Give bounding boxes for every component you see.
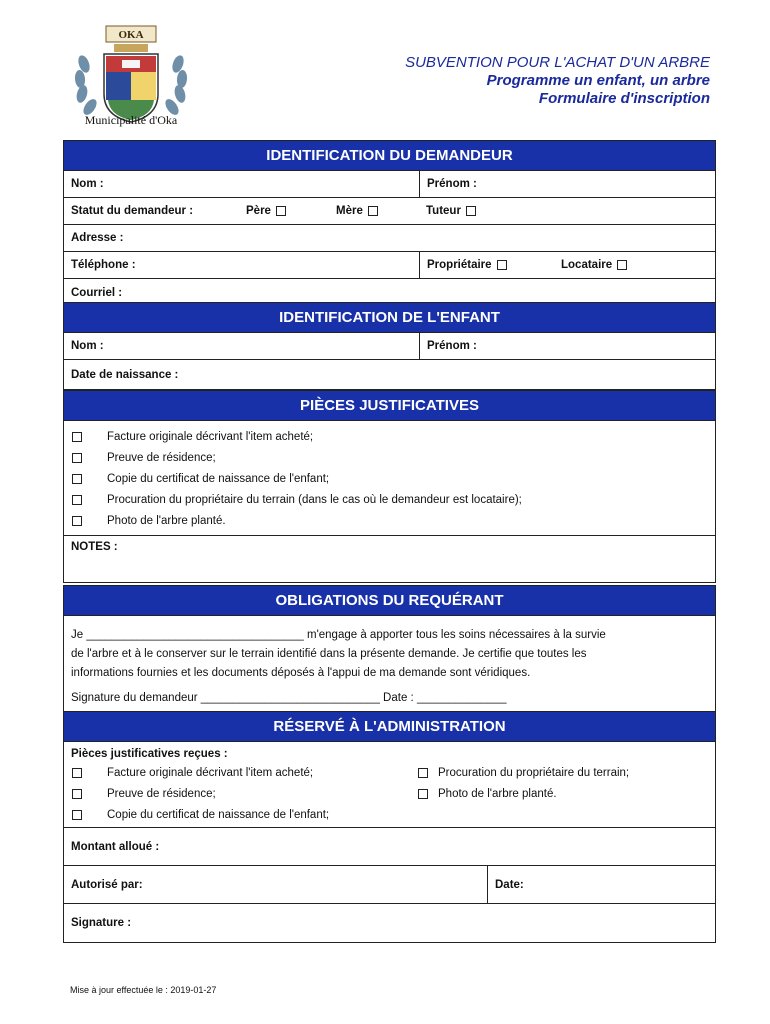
item-label: Facture originale décrivant l'item acheté; (107, 766, 314, 779)
label-signature-admin: Signature : (71, 917, 132, 929)
section-heading-administration: RÉSERVÉ À L'ADMINISTRATION (64, 712, 715, 742)
oblig-line-3: informations fournies et les documents déposés à l'appui de ma demande sont véridiques. (71, 667, 531, 679)
checkbox-procuration[interactable] (72, 495, 82, 505)
option-tuteur[interactable] (419, 198, 715, 224)
item-label: Procuration du propriétaire du terrain (dans le cas où le demandeur est locataire); (107, 493, 522, 506)
item-label: Preuve de résidence; (107, 787, 216, 800)
label-prenom: Prénom : (427, 178, 477, 190)
checkbox-tuteur[interactable] (466, 206, 476, 216)
label-locataire: Locataire (561, 259, 613, 271)
section-enfant (63, 302, 716, 390)
item-label: Preuve de résidence; (107, 451, 216, 464)
label-mere: Mère (336, 205, 363, 217)
list-item[interactable] (64, 447, 715, 468)
label-date-naissance: Date de naissance : (71, 368, 179, 381)
item-label: Copie du certificat de naissance de l'enfant; (107, 472, 330, 485)
field-nom[interactable] (64, 171, 419, 197)
field-prenom[interactable] (419, 171, 715, 197)
option-proprietaire[interactable] (419, 252, 554, 278)
label-telephone: Téléphone : (71, 259, 136, 271)
label-autorise: Autorisé par: (71, 878, 143, 891)
checkbox-admin-facture[interactable] (72, 768, 82, 778)
row-montant (64, 828, 715, 866)
program-name: Programme un enfant, un arbre (486, 72, 710, 89)
form-subtitle: Formulaire d'inscription (538, 90, 710, 107)
list-item[interactable] (414, 762, 714, 783)
row-signature (64, 904, 715, 942)
list-item[interactable] (414, 783, 714, 804)
list-item[interactable] (64, 489, 715, 510)
section-obligations (63, 585, 716, 717)
field-notes[interactable] (64, 536, 715, 582)
label-tuteur: Tuteur (426, 205, 461, 217)
label-pere: Père (246, 205, 271, 217)
item-label: Procuration du propriétaire du terrain; (438, 766, 630, 779)
oblig-line-2: de l'arbre et à le conserver sur le terrain identifié dans la présente demande. Je certifie que toutes les (71, 648, 587, 660)
checkbox-proprietaire[interactable] (497, 260, 507, 270)
section-pieces (63, 390, 716, 583)
section-heading-obligations: OBLIGATIONS DU REQUÉRANT (64, 586, 715, 616)
logo-banner-text: OKA (118, 29, 144, 41)
label-date-admin: Date: (495, 878, 524, 891)
option-mere[interactable] (329, 198, 419, 224)
label-proprietaire: Propriétaire (427, 259, 492, 271)
checkbox-certificat[interactable] (72, 474, 82, 484)
checkbox-admin-photo[interactable] (418, 789, 428, 799)
field-adresse[interactable] (64, 225, 715, 251)
checkbox-locataire[interactable] (617, 260, 627, 270)
field-telephone[interactable] (64, 252, 419, 278)
field-date-naissance[interactable] (64, 360, 715, 389)
item-label: Photo de l'arbre planté. (438, 787, 557, 800)
row-date-naissance (64, 360, 715, 389)
checkbox-facture[interactable] (72, 432, 82, 442)
option-pere[interactable] (239, 198, 329, 224)
item-label: Copie du certificat de naissance de l'enfant; (107, 808, 330, 821)
label-enfant-prenom: Prénom : (427, 340, 477, 352)
field-autorise[interactable] (64, 866, 487, 903)
field-enfant-prenom[interactable] (419, 333, 715, 359)
list-item[interactable] (64, 762, 414, 783)
logo-caption: Municipalité d'Oka (84, 113, 178, 127)
row-adresse (64, 225, 715, 252)
footer-update-date: Mise à jour effectuée le : 2019-01-27 (70, 985, 217, 995)
signature-line[interactable]: Signature du demandeur ____________________________ Date : ______________ (71, 692, 507, 704)
section-heading-enfant: IDENTIFICATION DE L'ENFANT (64, 303, 715, 333)
field-montant[interactable] (64, 828, 715, 865)
row-nom-prenom (64, 171, 715, 198)
list-item[interactable] (64, 783, 414, 804)
item-label: Facture originale décrivant l'item acheté; (107, 430, 314, 443)
checkbox-admin-residence[interactable] (72, 789, 82, 799)
section-heading-pieces: PIÈCES JUSTIFICATIVES (64, 391, 715, 421)
oblig-line-1: Je __________________________________ m'engage à apporter tous les soins nécessaires à la survie (71, 629, 606, 641)
option-locataire[interactable] (554, 252, 715, 278)
label-pieces-recues: Pièces justificatives reçues : (71, 748, 228, 760)
checkbox-admin-procuration[interactable] (418, 768, 428, 778)
admin-checklist (64, 742, 715, 828)
row-autorise (64, 866, 715, 904)
section-demandeur (63, 140, 716, 307)
checkbox-photo[interactable] (72, 516, 82, 526)
field-enfant-nom[interactable] (64, 333, 419, 359)
field-date-admin[interactable] (487, 866, 715, 903)
checkbox-residence[interactable] (72, 453, 82, 463)
checkbox-admin-certificat[interactable] (72, 810, 82, 820)
list-item[interactable] (64, 510, 715, 531)
item-label: Photo de l'arbre planté. (107, 514, 226, 527)
pieces-checklist (64, 421, 715, 536)
label-adresse: Adresse : (71, 232, 124, 244)
checkbox-pere[interactable] (276, 206, 286, 216)
field-signature-admin[interactable] (64, 904, 715, 942)
obligations-text (64, 616, 715, 716)
label-notes: NOTES : (71, 541, 118, 553)
label-statut: Statut du demandeur : (71, 205, 194, 217)
row-telephone (64, 252, 715, 279)
row-enfant-nom-prenom (64, 333, 715, 360)
label-courriel: Courriel : (71, 286, 123, 299)
label-enfant-nom: Nom : (71, 340, 104, 352)
list-item[interactable] (64, 468, 715, 489)
list-item[interactable] (64, 426, 715, 447)
label-montant: Montant alloué : (71, 840, 160, 853)
list-item[interactable] (64, 804, 414, 825)
section-administration (63, 711, 716, 943)
section-heading-demandeur: IDENTIFICATION DU DEMANDEUR (64, 141, 715, 171)
form-title-block (405, 54, 710, 108)
row-statut (64, 198, 715, 225)
label-nom: Nom : (71, 178, 104, 190)
form-title: SUBVENTION POUR L'ACHAT D'UN ARBRE (405, 54, 710, 71)
checkbox-mere[interactable] (368, 206, 378, 216)
